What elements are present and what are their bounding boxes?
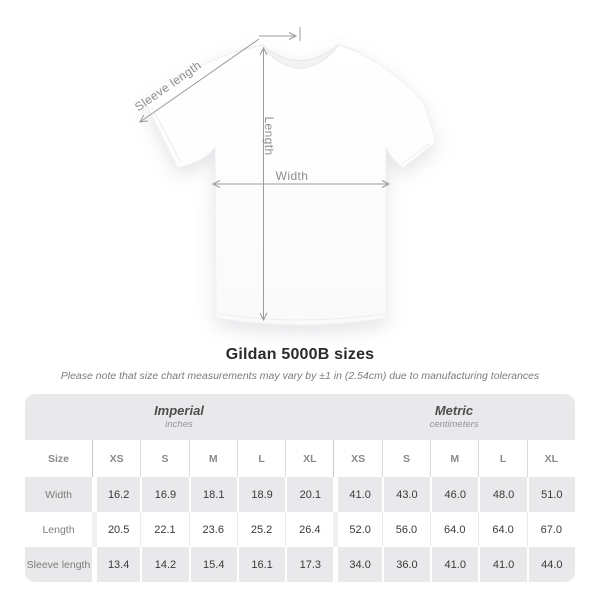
- size-cell: S: [140, 440, 188, 477]
- size-cell: XS: [92, 440, 140, 477]
- imperial-unit-label: inches: [165, 419, 193, 430]
- value-cell: 34.0: [333, 547, 381, 582]
- table-row-sleeve-length: [25, 547, 575, 582]
- value-cell: 18.9: [237, 477, 285, 512]
- value-cell: 64.0: [430, 512, 478, 547]
- value-cell: 15.4: [189, 547, 237, 582]
- value-cell: 16.1: [237, 547, 285, 582]
- value-cell: 16.9: [140, 477, 188, 512]
- size-cell: L: [478, 440, 526, 477]
- value-cell: 46.0: [430, 477, 478, 512]
- metric-unit-label: centimeters: [429, 419, 479, 430]
- size-cell: M: [189, 440, 237, 477]
- value-cell: 52.0: [333, 512, 381, 547]
- page-title: Gildan 5000B sizes: [225, 346, 375, 363]
- imperial-label: Imperial: [154, 403, 204, 418]
- size-cell: L: [237, 440, 285, 477]
- size-cell: XL: [285, 440, 333, 477]
- size-cell: M: [430, 440, 478, 477]
- metric-label: Metric: [434, 403, 474, 418]
- table-row-width: [25, 477, 575, 512]
- table-row-length: [25, 512, 575, 547]
- tolerance-note: Please note that size chart measurements may vary by ±1 in (2.54cm) due to manufacturing tolerances: [60, 370, 540, 382]
- value-cell: 13.4: [92, 547, 140, 582]
- row-label: Sleeve length: [26, 558, 91, 571]
- length-label: Length: [262, 116, 276, 156]
- metric-header: [333, 394, 575, 440]
- row-label: Width: [45, 488, 72, 501]
- size-header-row: [25, 440, 575, 477]
- value-cell: 20.5: [92, 512, 140, 547]
- value-cell: 41.0: [333, 477, 381, 512]
- unit-header-row: [25, 394, 575, 440]
- value-cell: 14.2: [140, 547, 188, 582]
- value-cell: 17.3: [285, 547, 333, 582]
- size-cell: XL: [527, 440, 575, 477]
- value-cell: 44.0: [527, 547, 575, 582]
- value-cell: 23.6: [189, 512, 237, 547]
- value-cell: 22.1: [140, 512, 188, 547]
- imperial-header: [25, 394, 333, 440]
- value-cell: 41.0: [478, 547, 526, 582]
- size-column-header: Size: [47, 452, 69, 465]
- value-cell: 26.4: [285, 512, 333, 547]
- value-cell: 18.1: [189, 477, 237, 512]
- value-cell: 51.0: [527, 477, 575, 512]
- value-cell: 64.0: [478, 512, 526, 547]
- value-cell: 41.0: [430, 547, 478, 582]
- value-cell: 20.1: [285, 477, 333, 512]
- value-cell: 67.0: [527, 512, 575, 547]
- value-cell: 56.0: [382, 512, 430, 547]
- size-chart-table: [25, 394, 575, 582]
- size-cell: XS: [333, 440, 381, 477]
- value-cell: 36.0: [382, 547, 430, 582]
- value-cell: 48.0: [478, 477, 526, 512]
- value-cell: 16.2: [92, 477, 140, 512]
- width-label: Width: [275, 169, 309, 183]
- row-label: Length: [42, 523, 75, 536]
- size-cell: S: [382, 440, 430, 477]
- value-cell: 43.0: [382, 477, 430, 512]
- value-cell: 25.2: [237, 512, 285, 547]
- sleeve-length-label: Sleeve length: [132, 57, 204, 115]
